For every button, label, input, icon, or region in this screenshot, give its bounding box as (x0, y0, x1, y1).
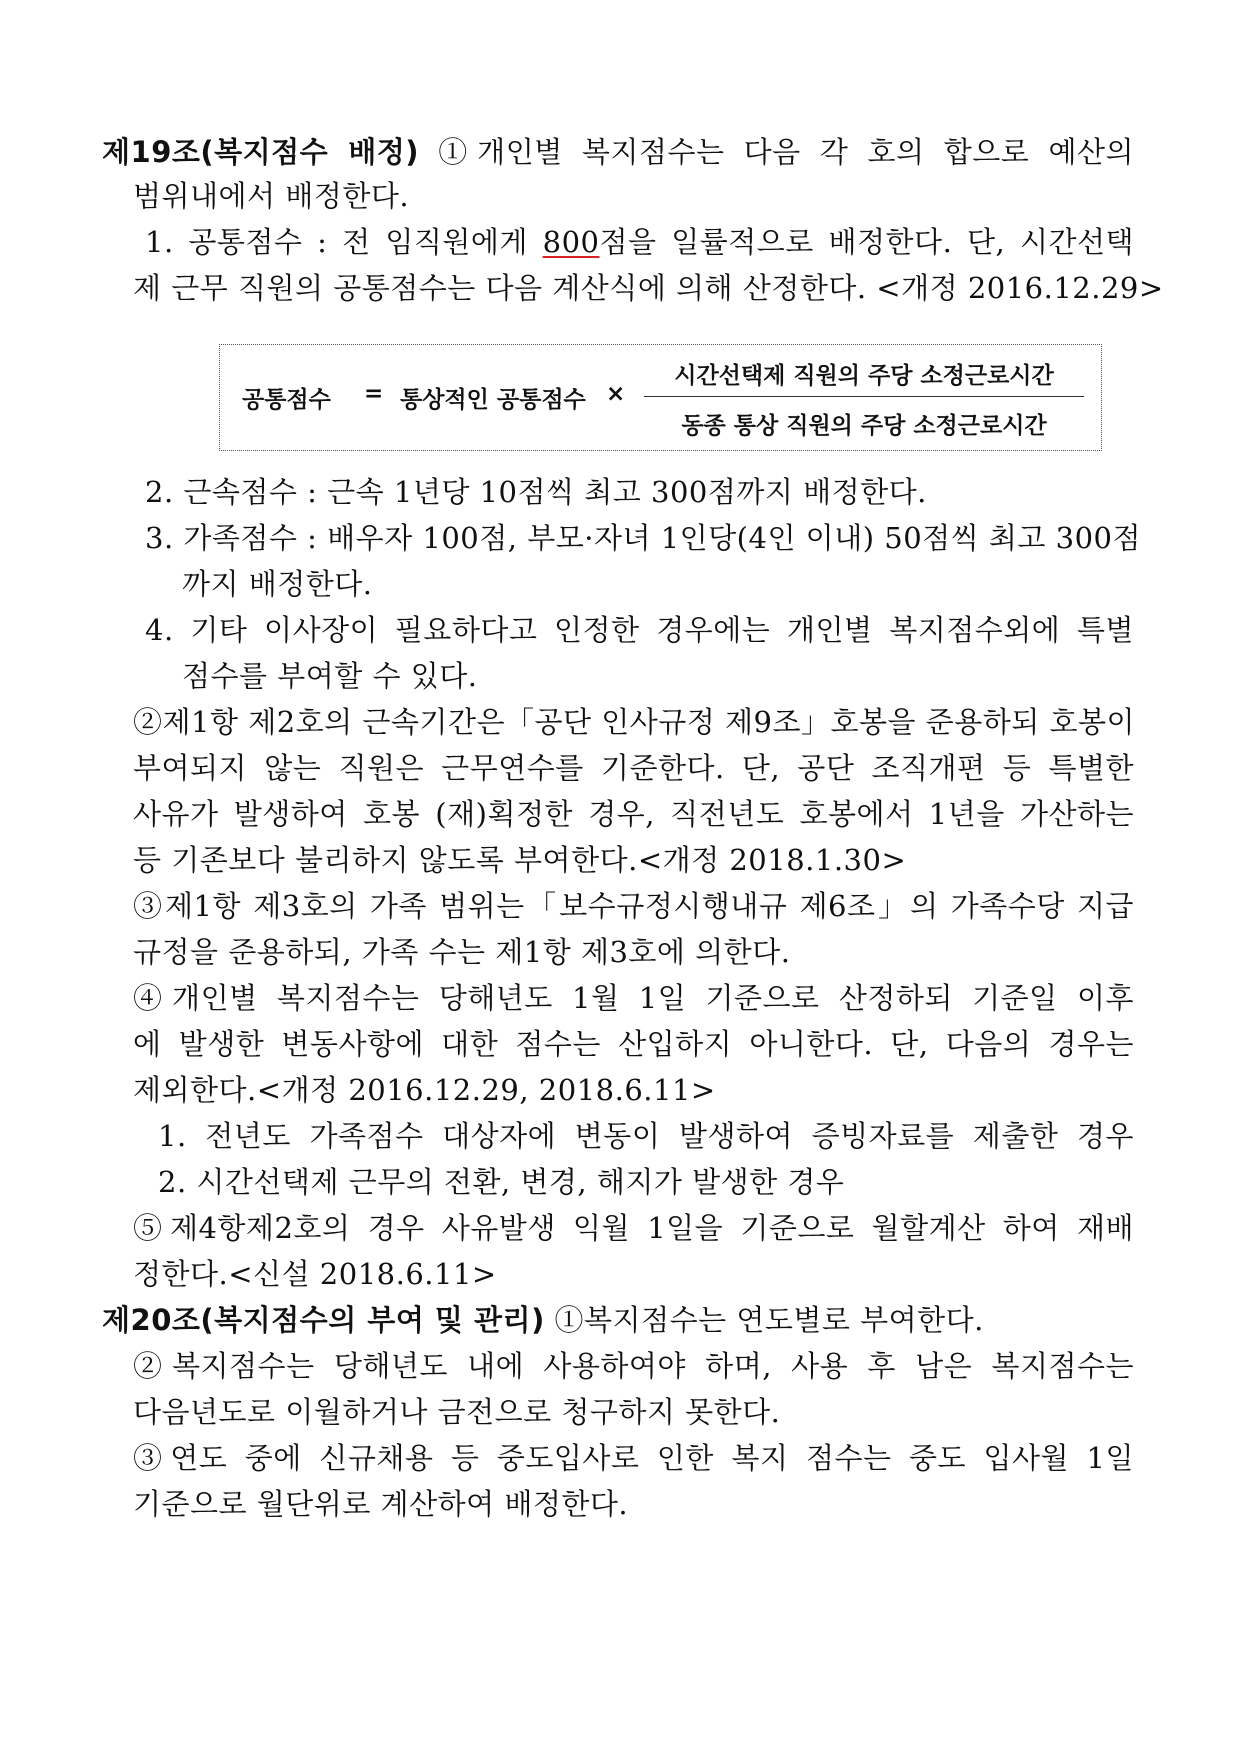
item1-suffix: 점을 일률적으로 배정한다. 단, 시간선택 (599, 225, 1134, 259)
article19-item4-line1: 4. 기타 이사장이 필요하다고 인정한 경우에는 개인별 복지점수외에 특별 (145, 613, 1134, 647)
article19-para2-line2: 부여되지 않는 직원은 근무연수를 기준한다. 단, 공단 조직개편 등 특별한 (133, 751, 1134, 785)
article19-para4-line3: 제외한다.<개정 2016.12.29, 2018.6.11> (133, 1073, 716, 1107)
article19-item1-line2: 제 근무 직원의 공통점수는 다음 계산식에 의해 산정한다. <개정 2016.12.29> (133, 271, 1164, 305)
formula-times: × (606, 381, 626, 407)
article19-heading-line (102, 132, 1134, 172)
article19-item3-line1: 3. 가족점수 : 배우자 100점, 부모·자녀 1인당(4인 이내) 50점씩 최고 300점 (145, 521, 1142, 555)
article20-para2-line2: 다음년도로 이월하거나 금전으로 청구하지 못한다. (133, 1395, 781, 1429)
article20-para3-line1: ③연도 중에 신규채용 등 중도입사로 인한 복지 점수는 중도 입사월 1일 (133, 1441, 1134, 1475)
article19-para3-line2: 규정을 준용하되, 가족 수는 제1항 제3호에 의한다. (133, 935, 791, 969)
article19-para2-line3: 사유가 발생하여 호봉 (재)획정한 경우, 직전년도 호봉에서 1년을 가산하는 (133, 797, 1134, 831)
article20-para3-line2: 기준으로 월단위로 계산하여 배정한다. (133, 1487, 629, 1521)
article19-para5-line1: ⑤제4항제2호의 경우 사유발생 익월 1일을 기준으로 월할계산 하여 재배 (133, 1211, 1134, 1245)
article19-item4-line2: 점수를 부여할 수 있다. (182, 659, 478, 693)
article19-para2-line4: 등 기존보다 불리하지 않도록 부여한다.<개정 2018.1.30> (133, 843, 907, 877)
article20-heading-line (102, 1300, 984, 1340)
article19-para1-line2: 범위내에서 배정한다. (133, 179, 410, 213)
formula-middle: 통상적인 공통점수 (400, 387, 586, 413)
article19-title: 제19조(복지점수 배정) (102, 135, 420, 169)
article19-para2-line1: ②제1항 제2호의 근속기간은「공단 인사규정 제9조」호봉을 준용하되 호봉이 (133, 705, 1136, 739)
article20-para2-line1: ②복지점수는 당해년도 내에 사용하여야 하며, 사용 후 남은 복지점수는 (133, 1349, 1134, 1383)
formula-denominator: 동종 통상 직원의 주당 소정근로시간 (681, 413, 1047, 439)
article19-para1-line1: ①개인별 복지점수는 다음 각 호의 합으로 예산의 (438, 135, 1135, 169)
article19-item1-line1 (145, 222, 1134, 262)
article19-item2: 2. 근속점수 : 근속 1년당 10점씩 최고 300점까지 배정한다. (145, 475, 927, 509)
article19-item3-line2: 까지 배정한다. (182, 567, 373, 601)
article20-title: 제20조(복지점수의 부여 및 관리) (102, 1303, 545, 1337)
article20-para1: ①복지점수는 연도별로 부여한다. (554, 1303, 984, 1337)
article19-para4-item2: 2. 시간선택제 근무의 전환, 변경, 해지가 발생한 경우 (158, 1165, 845, 1199)
formula-equals: = (364, 381, 384, 407)
article19-para3-line1: ③제1항 제3호의 가족 범위는「보수규정시행내규 제6조」의 가족수당 지급 (133, 889, 1134, 923)
formula-lhs: 공통점수 (242, 387, 331, 413)
formula-numerator: 시간선택제 직원의 주당 소정근로시간 (674, 363, 1054, 389)
formula-box (219, 344, 1102, 451)
item1-amount: 800 (542, 225, 600, 259)
formula-fraction-bar (644, 396, 1084, 397)
article19-para4-item1: 1. 전년도 가족점수 대상자에 변동이 발생하여 증빙자료를 제출한 경우 (158, 1119, 1134, 1153)
article19-para5-line2: 정한다.<신설 2018.6.11> (133, 1257, 497, 1291)
article19-para4-line1: ④개인별 복지점수는 당해년도 1월 1일 기준으로 산정하되 기준일 이후 (133, 981, 1134, 1015)
article19-para4-line2: 에 발생한 변동사항에 대한 점수는 산입하지 아니한다. 단, 다음의 경우는 (133, 1027, 1134, 1061)
item1-prefix: 1. 공통점수 : 전 임직원에게 (145, 225, 543, 259)
